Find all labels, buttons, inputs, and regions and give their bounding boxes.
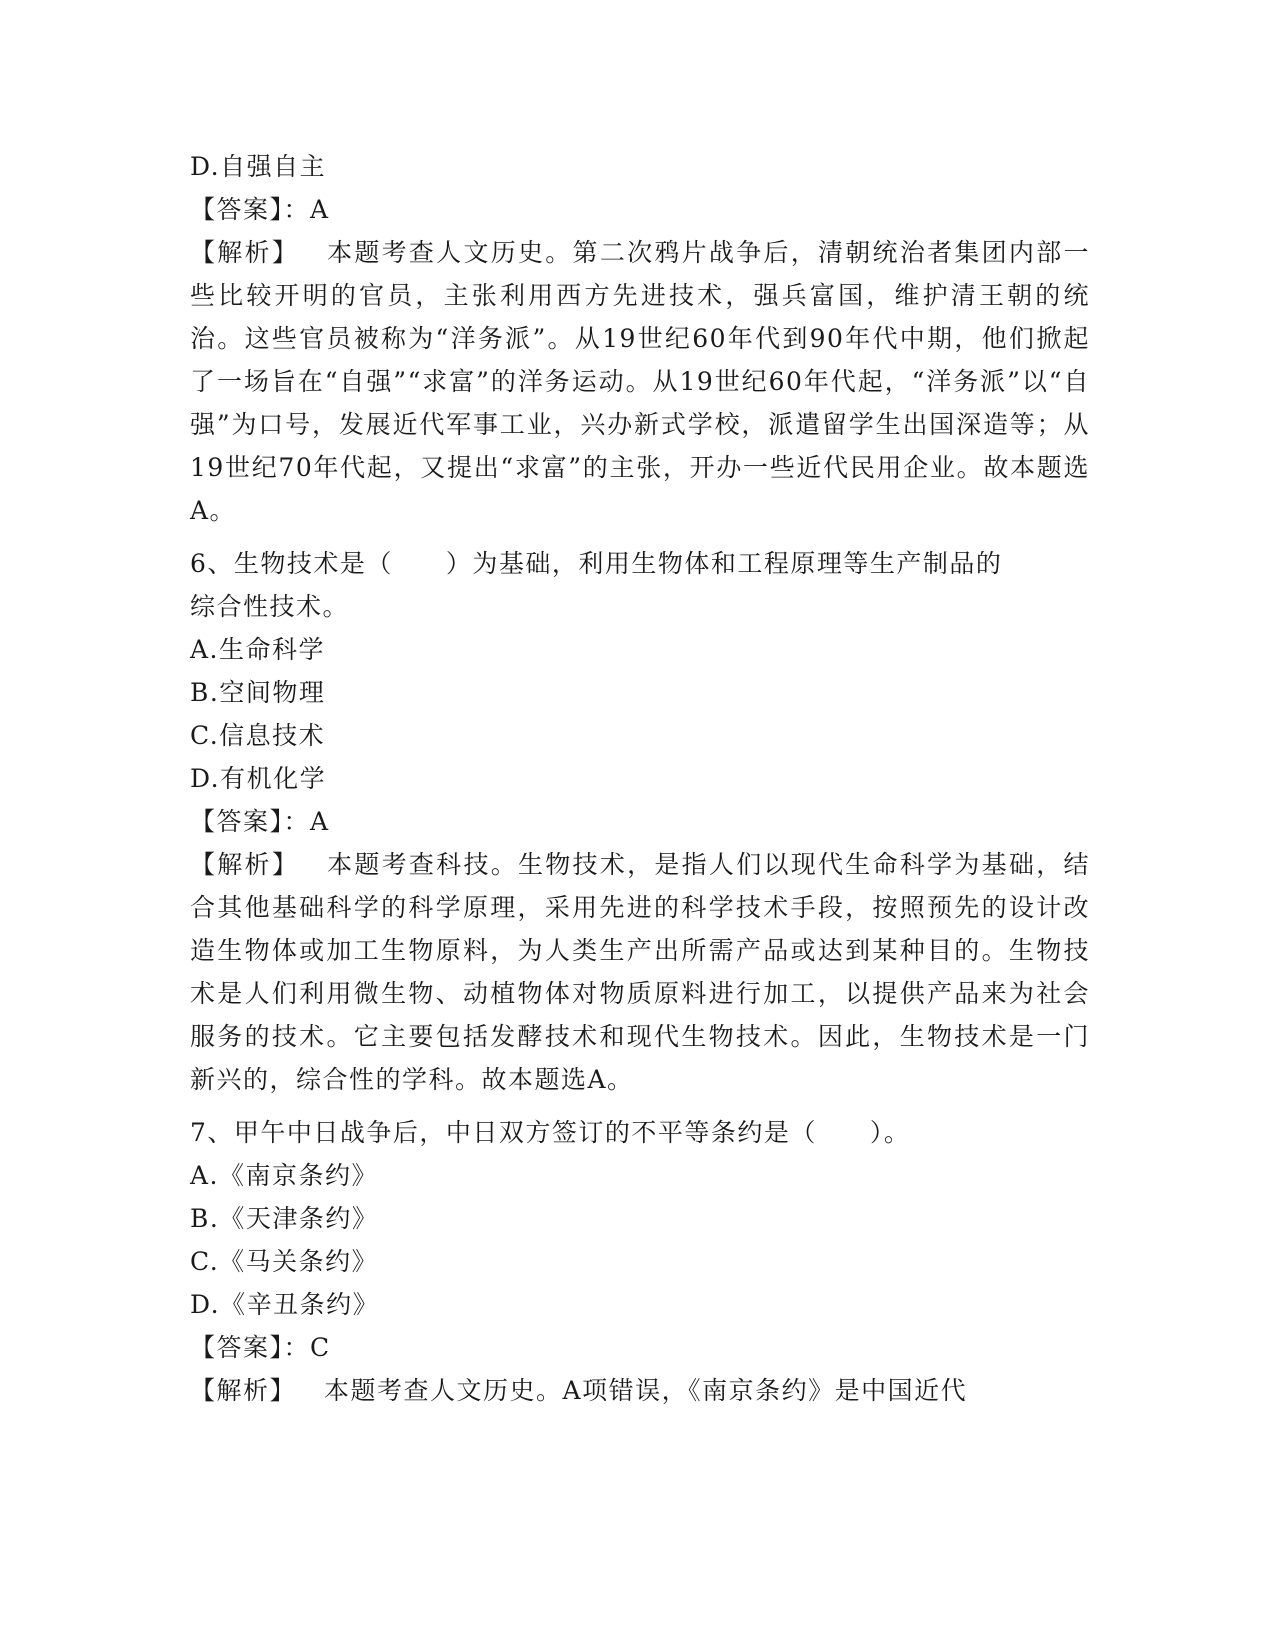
analysis-tag: 【解析】 xyxy=(190,238,300,267)
option-c: C.《马关条约》 xyxy=(190,1247,379,1276)
analysis-block xyxy=(190,843,1090,1101)
question-stem: 7、甲午中日战争后，中日双方签订的不平等条约是（ ）。 xyxy=(190,1118,911,1147)
answer-line: 【答案】：C xyxy=(190,1333,331,1362)
analysis-tag: 【解析】 xyxy=(190,1376,297,1405)
option-c: C.信息技术 xyxy=(190,721,326,750)
analysis-block xyxy=(190,231,1090,532)
question-6 xyxy=(190,542,1090,1101)
option-d: D.《辛丑条约》 xyxy=(190,1290,380,1319)
option-a: A.《南京条约》 xyxy=(190,1161,379,1190)
analysis-block xyxy=(190,1369,1090,1412)
question-7 xyxy=(190,1111,1090,1412)
analysis-text: 本题考查科技。生物技术，是指人们以现代生命科学为基础，结合其他基础科学的科学原理，采用先进的科学技术手段，按照预先的设计改造生物体或加工生物原料，为人类生产出所需产品或达到某种目的。生物技术是人们利用微生物、动植物体对物质原料进行加工，以提供产品来为社会服务的技术。它主要包括发酵技术和现代生物技术。因此，生物技术是一门新兴的，综合性的学科。故本题选A。 xyxy=(190,850,1090,1094)
question-5-tail xyxy=(190,145,1090,532)
answer-line: 【答案】：A xyxy=(190,195,330,224)
question-stem-continued: 综合性技术。 xyxy=(190,592,350,621)
question-stem: 6、生物技术是（ ）为基础，利用生物体和工程原理等生产制品的 xyxy=(190,549,1003,578)
option-b: B.空间物理 xyxy=(190,678,326,707)
answer-line: 【答案】：A xyxy=(190,807,330,836)
option-a: A.生命科学 xyxy=(190,635,326,664)
option-b: B.《天津条约》 xyxy=(190,1204,379,1233)
document-page xyxy=(190,145,1090,1412)
analysis-text: 本题考查人文历史。A项错误，《南京条约》是中国近代 xyxy=(324,1376,968,1405)
analysis-tag: 【解析】 xyxy=(190,850,300,879)
option-d: D.有机化学 xyxy=(190,764,327,793)
option-d: D.自强自主 xyxy=(190,152,327,181)
analysis-text: 本题考查人文历史。第二次鸦片战争后，清朝统治者集团内部一些比较开明的官员，主张利用西方先进技术，强兵富国，维护清王朝的统治。这些官员被称为“洋务派”。从19世纪60年代到90年代中期，他们掀起了一场旨在“自强”“求富”的洋务运动。从19世纪60年代起，“洋务派”以“自强”为口号，发展近代军事工业，兴办新式学校，派遣留学生出国深造等；从19世纪70年代起，又提出“求富”的主张，开办一些近代民用企业。故本题选A。 xyxy=(190,238,1090,525)
